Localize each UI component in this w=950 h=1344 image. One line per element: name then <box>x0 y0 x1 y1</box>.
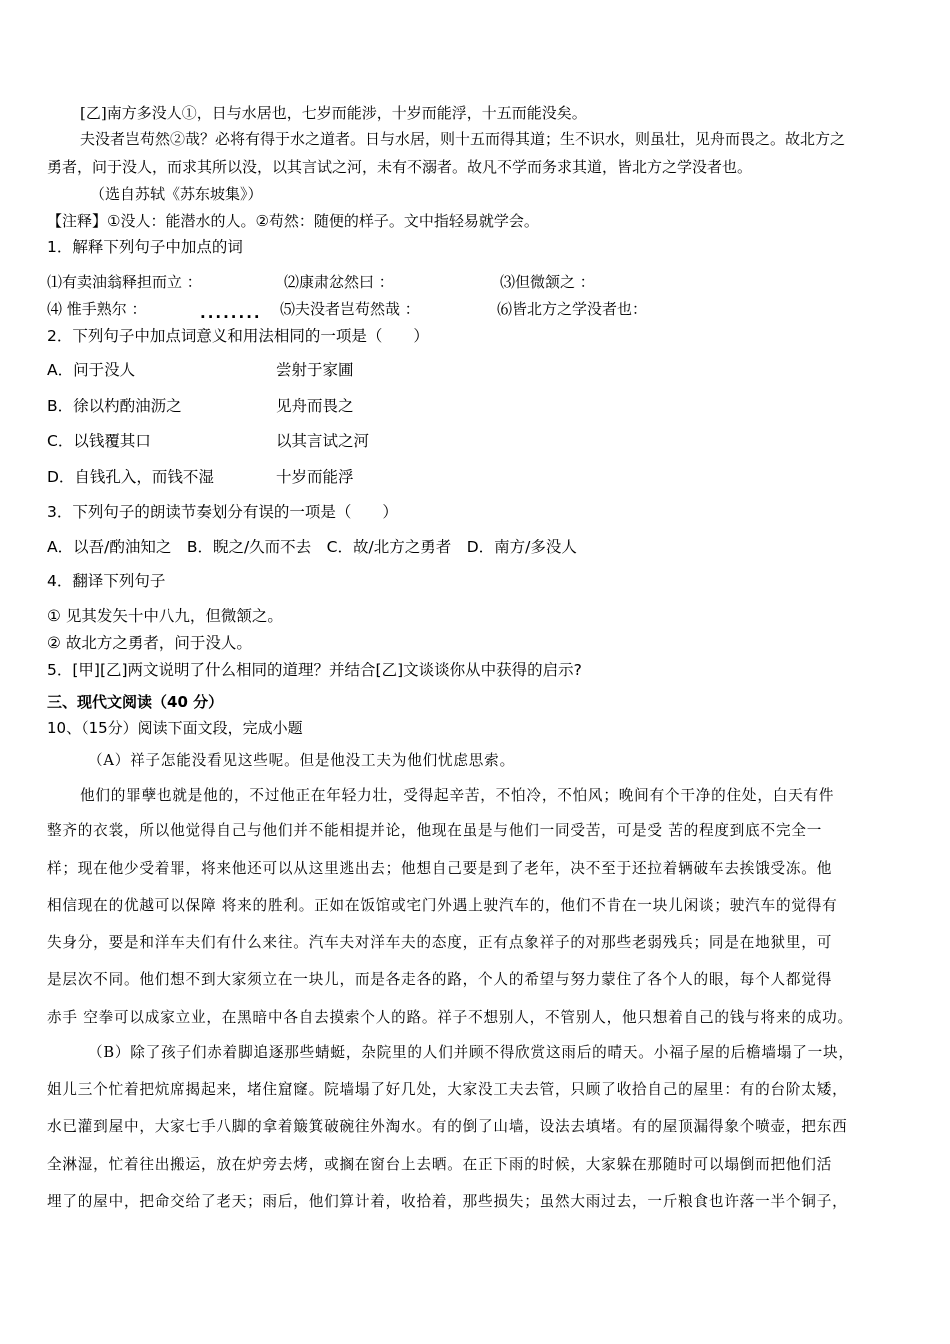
question-2-option-c: C．以钱覆其口 <box>47 432 151 450</box>
passage-a-line-3: 整齐的衣裳，所以他觉得自己与他们并不能相提并论，他现在虽是与他们一同受苦，可是受 苦的程度到底不完全一 <box>47 822 823 839</box>
passage-yi-line-1: [乙]南方多没人①，日与水居也，七岁而能涉，十岁而能浮，十五而能没矣。 <box>80 104 587 122</box>
passage-yi-line-3: 勇者，问于没人，而求其所以没，以其言试之河，未有不溺者。故凡不学而务求其道，皆北方之学没者也。 <box>47 158 753 176</box>
question-3-stem: 3．下列句子的朗读节奏划分有误的一项是（ ） <box>47 503 398 521</box>
question-2-option-a-pair: 尝射于家圃 <box>276 361 354 379</box>
passage-a-line-5: 相信现在的优越可以保障 将来的胜利。正如在饭馆或宅门外遇上驶汽车的，他们不肯在一块儿闲谈；驶汽车的觉得有 <box>47 897 838 914</box>
question-1-item-5: ⑸夫没者岂苟然哉 ： <box>280 300 420 318</box>
question-1-stem: 1．解释下列句子中加点的词 <box>47 238 243 256</box>
passage-a-line-1: （A）祥子怎能没看见这些呢。但是他没工夫为他们忧虑思索。 <box>88 752 515 769</box>
emphasis-dots: ........ <box>200 304 262 322</box>
passage-a-line-4: 样；现在他少受着罪，将来他还可以从这里逃出去；他想自己要是到了老年，决不至于还拉着辆破车去挨饿受冻。他 <box>47 860 833 877</box>
passage-b-line-5: 埋了的屋中，把命交给了老天；雨后，他们算计着，收拾着，那些损失；虽然大雨过去，一斤粮食也许落一半个铜子， <box>47 1193 848 1210</box>
question-1-item-6: ⑹皆北方之学没者也： <box>497 300 648 318</box>
question-2-option-d: D．自钱孔入，而钱不湿 <box>47 468 214 486</box>
passage-yi-source: （选自苏轼《苏东坡集》） <box>90 185 263 203</box>
passage-a-line-7: 是层次不同。他们想不到大家须立在一块儿，而是各走各的路，个人的希望与努力蒙住了各个人的眼，每个人都觉得 <box>47 971 833 988</box>
question-4-item-2: ② 故北方之勇者，问于没人。 <box>47 634 252 652</box>
question-4-stem: 4．翻译下列句子 <box>47 572 166 590</box>
question-5-stem: 5．[甲][乙]两文说明了什么相同的道理？并结合[乙]文谈谈你从中获得的启示? <box>47 661 582 679</box>
passage-b-line-4: 全淋湿，忙着往出搬运，放在炉旁去烤，或搁在窗台上去晒。在正下雨的时候，大家躲在那随时可以塌倒而把他们活 <box>47 1156 833 1173</box>
question-2-option-d-pair: 十岁而能浮 <box>276 468 354 486</box>
question-10-stem: 10、（15分）阅读下面文段，完成小题 <box>47 719 303 737</box>
question-1-item-4: ⑷ 惟手熟尔 ： <box>47 300 147 318</box>
question-1-item-2: ⑵康肃忿然曰 ： <box>284 273 394 291</box>
passage-b-line-1: （B）除了孩子们赤着脚追逐那些蜻蜓，杂院里的人们并顾不得欣赏这雨后的晴天。小福子屋的后檐墙塌了一块， <box>88 1044 854 1061</box>
passage-b-line-3: 水已灌到屋中，大家七手八脚的拿着簸箕破碗往外淘水。有的倒了山墙，设法去填堵。有的屋顶漏得象个喷壶，把东西 <box>47 1118 848 1135</box>
passage-a-line-2: 他们的罪孽也就是他的，不过他正在年轻力壮，受得起辛苦，不怕冷，不怕风；晚间有个干净的住处，白天有件 <box>80 787 835 804</box>
passage-a-line-8: 赤手 空拳可以成家立业，在黑暗中各自去摸索个人的路。祥子不想别人，不管别人，他只想着自己的钱与将来的成功。 <box>47 1009 853 1026</box>
passage-b-line-2: 姐儿三个忙着把炕席揭起来，堵住窟窿。院墙塌了好几处，大家没工夫去管，只顾了收拾自己的屋里：有的台阶太矮， <box>47 1081 848 1098</box>
passage-a-line-6: 失身分，要是和洋车夫们有什么来往。汽车夫对洋车夫的态度，正有点象祥子的对那些老弱残兵；同是在地狱里，可 <box>47 934 833 951</box>
question-2-stem: 2．下列句子中加点词意义和用法相同的一项是（ ） <box>47 327 429 345</box>
passage-yi-line-2: 夫没者岂苟然②哉？必将有得于水之道者。日与水居，则十五而得其道；生不识水，则虽壮，见舟而畏之。故北方之 <box>80 130 846 148</box>
question-1-item-3: ⑶但微颔之 ： <box>500 273 595 291</box>
passage-yi-note: 【注释】①没人：能潜水的人。②苟然：随便的样子。文中指轻易就学会。 <box>47 212 539 230</box>
section-3-heading: 三、现代文阅读（40 分） <box>47 693 224 711</box>
question-4-item-1: ① 见其发矢十中八九，但微颔之。 <box>47 607 283 625</box>
question-1-item-1: ⑴有卖油翁释担而立 ： <box>47 273 202 291</box>
question-2-option-a: A．问于没人 <box>47 361 136 379</box>
question-2-option-b: B．徐以杓酌油沥之 <box>47 397 182 415</box>
question-2-option-c-pair: 以其言试之河 <box>276 432 370 450</box>
question-3-options: A．以吾/酌油知之 B．睨之/久而不去 C．故/北方之勇者 D．南方/多没人 <box>47 538 577 556</box>
question-2-option-b-pair: 见舟而畏之 <box>276 397 354 415</box>
